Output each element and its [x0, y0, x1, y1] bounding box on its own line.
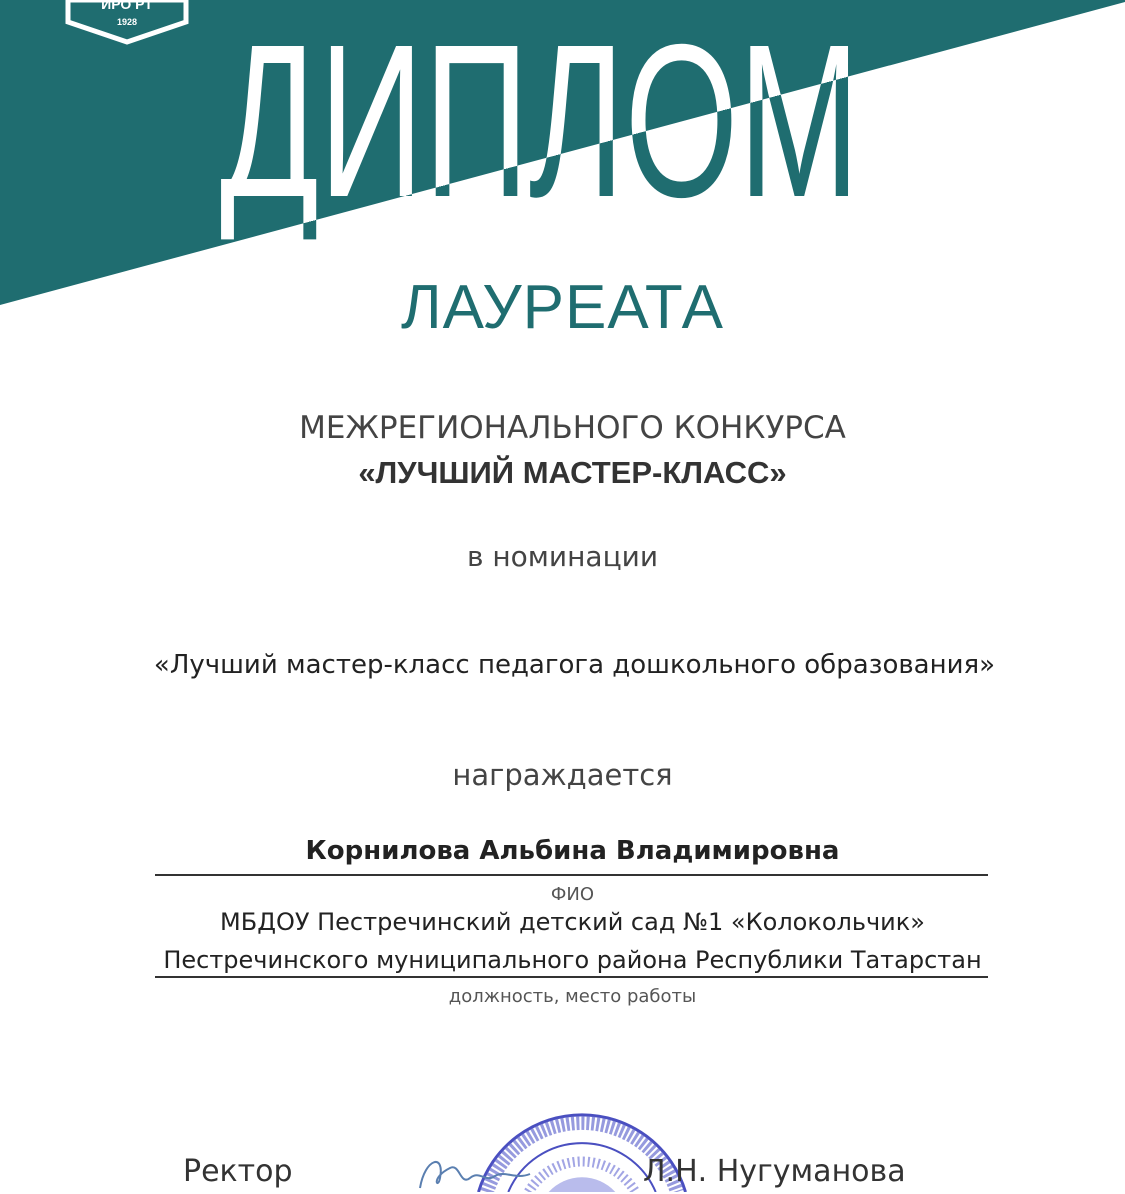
svg-text:ИРО РТ: ИРО РТ [101, 0, 153, 12]
recipient-name: Корнилова Альбина Владимировна [305, 836, 840, 866]
contest-line2: «ЛУЧШИЙ МАСТЕР-КЛАСС» [358, 455, 787, 490]
name-underline [155, 874, 988, 876]
nomination: «Лучший мастер-класс педагога дошкольного образования» [153, 650, 996, 680]
workplace-underline [155, 976, 988, 978]
awarded-label: награждается [452, 758, 673, 792]
workplace-line1: МБДОУ Пестречинский детский сад №1 «Колокольчик» [220, 908, 925, 936]
nomination-label: в номинации [466, 540, 659, 573]
subtitle: ЛАУРЕАТА [400, 273, 725, 342]
workplace-caption: должность, место работы [448, 986, 697, 1007]
workplace-line2: Пестречинского муниципального района Республики Татарстан [163, 946, 982, 974]
svg-text:1928: 1928 [116, 17, 138, 27]
signature-scribble [420, 1162, 530, 1188]
signer-position: Ректор [183, 1154, 293, 1189]
diploma-title: ДИПЛОМ [220, 0, 860, 243]
name-caption: ФИО [550, 884, 595, 905]
contest-line1: МЕЖРЕГИОНАЛЬНОГО КОНКУРСА [299, 410, 846, 446]
signer-name: Л.Н. Нугуманова [643, 1154, 906, 1189]
